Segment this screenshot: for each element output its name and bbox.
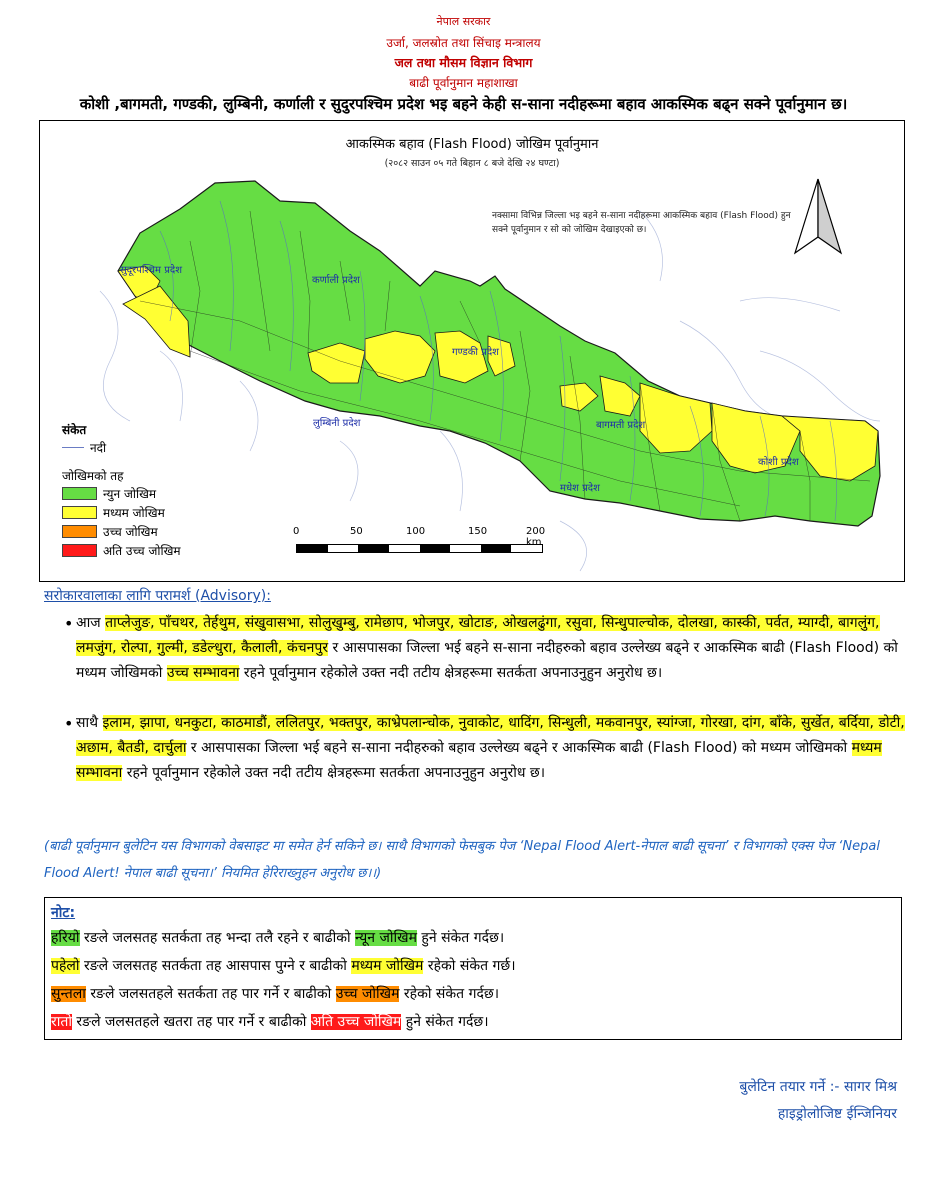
- department-name: जल तथा मौसम विज्ञान विभाग: [394, 55, 533, 70]
- bulletin-headline: कोशी ,बागमती, गण्डकी, लुम्बिनी, कर्णाली र सुदुरपश्चिम प्रदेश भइ बहने केही स-साना नदीहरूमा बहाव आकस्मिक बढ्न सक्ने पूर्वानुमान छ।: [79, 95, 848, 113]
- legend-risk-title: जोखिमको तह: [62, 469, 124, 483]
- high-risk-swatch: [62, 525, 97, 538]
- legend-item: [62, 522, 181, 541]
- advisory-bullet-2: [64, 711, 906, 786]
- legend-river: [62, 438, 181, 457]
- note-risk-level: न्यून जोखिम: [355, 930, 417, 946]
- note-line: [51, 924, 895, 952]
- map-subtitle: (२०८२ साउन ०५ गते बिहान ८ बजे देखि २४ घण्टा): [384, 158, 560, 169]
- river-line-icon: [62, 447, 84, 448]
- scale-tick: 200 km: [526, 526, 546, 548]
- moderate-risk-swatch: [62, 506, 97, 519]
- bullet-text: रहने पूर्वानुमान रहेकोले उक्त नदी तटीय क्षेत्रहरूमा सतर्कता अपनाउनुहुन अनुरोध छ।: [239, 665, 663, 681]
- bullet-text: आज: [76, 615, 106, 631]
- prepared-by: बुलेटिन तयार गर्ने :- सागर मिश्र: [739, 1079, 897, 1095]
- note-text: हुने संकेत गर्दछ।: [401, 1014, 489, 1030]
- division-name: बाढी पूर्वानुमान महाशाखा: [409, 76, 518, 90]
- scale-tick: 100: [406, 526, 426, 537]
- scale-bar: [293, 526, 546, 553]
- map-note: नक्सामा विभिन्न जिल्ला भइ बहने स-साना नदीहरूमा आकस्मिक बहाव (Flash Flood) हुन सक्ने पूर्वानुमान र सो को जोखिम देखाइएको छ।: [492, 211, 791, 235]
- note-text: रहेको संकेत गर्दछ।: [399, 986, 500, 1002]
- note-text: रङले जलसतहले सतर्कता तह पार गर्ने र बाढीको: [85, 986, 336, 1002]
- note-color-word: हरियो: [51, 930, 80, 946]
- note-color-word: सुन्तला: [51, 986, 86, 1002]
- province-label: लुम्बिनी प्रदेश: [313, 418, 361, 429]
- note-line: [51, 1008, 895, 1036]
- gov-name: नेपाल सरकार: [436, 15, 491, 28]
- website-note: (बाढी पूर्वानुमान बुलेटिन यस विभागको वेबसाइट मा समेत हेर्न सकिने छ। साथै विभागको फेसबुक पेज ‘Nepal Flood Alert-नेपाल बाढी सूचना’ र विभागको एक्स पेज ‘Nepal Flood Alert! नेपाल बाढी सूचना।’ नियमित हेरिराख्नुहन अनुरोध छ।।): [44, 839, 880, 881]
- note-text: रङले जलसतह सतर्कता तह भन्दा तलै रहने र बाढीको: [79, 930, 356, 946]
- note-title: नोट:: [51, 905, 76, 921]
- note-color-word: पहेलो: [51, 958, 80, 974]
- legend-river-label: नदी: [90, 441, 107, 455]
- province-label: कोशी प्रदेश: [758, 457, 799, 468]
- province-label: कर्णाली प्रदेश: [312, 275, 360, 286]
- province-label: गण्डकी प्रदेश: [452, 347, 499, 358]
- note-risk-level: उच्च जोखिम: [335, 986, 400, 1002]
- legend-item-label: अति उच्च जोखिम: [103, 544, 181, 558]
- note-color-word: रातो: [51, 1014, 72, 1030]
- north-arrow-icon: [795, 179, 841, 253]
- province-label: मधेश प्रदेश: [560, 483, 600, 494]
- bullet-text: साथै: [76, 715, 103, 731]
- legend-item-label: मध्यम जोखिम: [103, 506, 165, 520]
- note-risk-level: अति उच्च जोखिम: [310, 1014, 402, 1030]
- highlighted-districts: इलाम, झापा, धनकुटा, काठमाडौं, ललितपुर, भक्तपुर, काभ्रेपलान्चोक, नुवाकोट, धादिंग, सिन्धुली, मकवानपुर, स्यांग्जा, गोरखा, दांग, बाँके, सुर्खेत, बर्दिया, डोटी, अछाम, बैतडी, दार्चुला: [76, 715, 905, 756]
- note-line: [51, 952, 895, 980]
- legend-item-label: न्युन जोखिम: [103, 487, 157, 501]
- legend-item: [62, 503, 181, 522]
- legend-item: [62, 484, 181, 503]
- flash-flood-map: [39, 120, 905, 582]
- bullet-text: र आसपासका जिल्ला भई बहने स-साना नदीहरुको बहाव उल्लेख्य बढ्ने र आकस्मिक बाढी (Flash Flood) को मध्यम जोखिमको: [76, 640, 898, 681]
- bullet-text: र आसपासका जिल्ला भई बहने स-साना नदीहरुको बहाव उल्लेख्य बढ्ने र आकस्मिक बाढी (Flash Flood) को मध्यम जोखिमको: [186, 740, 852, 756]
- scale-tick: 50: [350, 526, 363, 537]
- probability-level: उच्च सम्भावना: [166, 665, 240, 681]
- probability-level: मध्यम सम्भावना: [76, 740, 882, 781]
- scale-tick: 0: [293, 526, 300, 537]
- legend-item: [62, 541, 181, 560]
- province-label: बागमती प्रदेश: [596, 420, 646, 431]
- bullet-icon: •: [64, 714, 74, 733]
- advisory-heading: सरोकारवालाका लागि परामर्श (Advisory):: [44, 588, 271, 604]
- legend-title: संकेत: [62, 423, 87, 437]
- bullet-text: रहने पूर्वानुमान रहेकोले उक्त नदी तटीय क्षेत्रहरूमा सतर्कता अपनाउनुहुन अनुरोध छ।: [122, 765, 546, 781]
- note-text: रहेको संकेत गर्छ।: [423, 958, 516, 974]
- advisory-bullet-1: [64, 611, 906, 686]
- note-text: हुने संकेत गर्दछ।: [416, 930, 505, 946]
- highlighted-districts: ताप्लेजुङ, पाँचथर, तेर्हथुम, संखुवासभा, सोलुखुम्बु, रामेछाप, भोजपुर, खोटाङ, ओखलढुंगा, रसुवा, सिन्धुपाल्चोक, दोलखा, कास्की, पर्वत, म्याग्दी, बागलुंग, लमजुंग, रोल्पा, गुल्मी, डडेल्धुरा, कैलाली, कंचनपुर: [76, 615, 880, 656]
- province-label: सुदूरपश्चिम प्रदेश: [120, 265, 182, 276]
- bullet-icon: •: [64, 614, 74, 633]
- color-note-box: [44, 897, 902, 1040]
- note-text: रङले जलसतह सतर्कता तह आसपास पुग्ने र बाढीको: [79, 958, 352, 974]
- map-legend: [62, 421, 181, 560]
- note-text: रङले जलसतहले खतरा तह पार गर्ने र बाढीको: [71, 1014, 311, 1030]
- note-risk-level: मध्यम जोखिम: [351, 958, 424, 974]
- ministry-name: उर्जा, जलस्रोत तथा सिंचाइ मन्त्रालय: [386, 36, 541, 50]
- scale-tick: 150: [468, 526, 488, 537]
- low-risk-swatch: [62, 487, 97, 500]
- map-title: आकस्मिक बहाव (Flash Flood) जोखिम पूर्वानुमान: [345, 137, 599, 152]
- preparer-title: हाइड्रोलोजिष्ट ईन्जिनियर: [777, 1106, 897, 1122]
- note-line: [51, 980, 895, 1008]
- legend-item-label: उच्च जोखिम: [103, 525, 158, 539]
- very-high-risk-swatch: [62, 544, 97, 557]
